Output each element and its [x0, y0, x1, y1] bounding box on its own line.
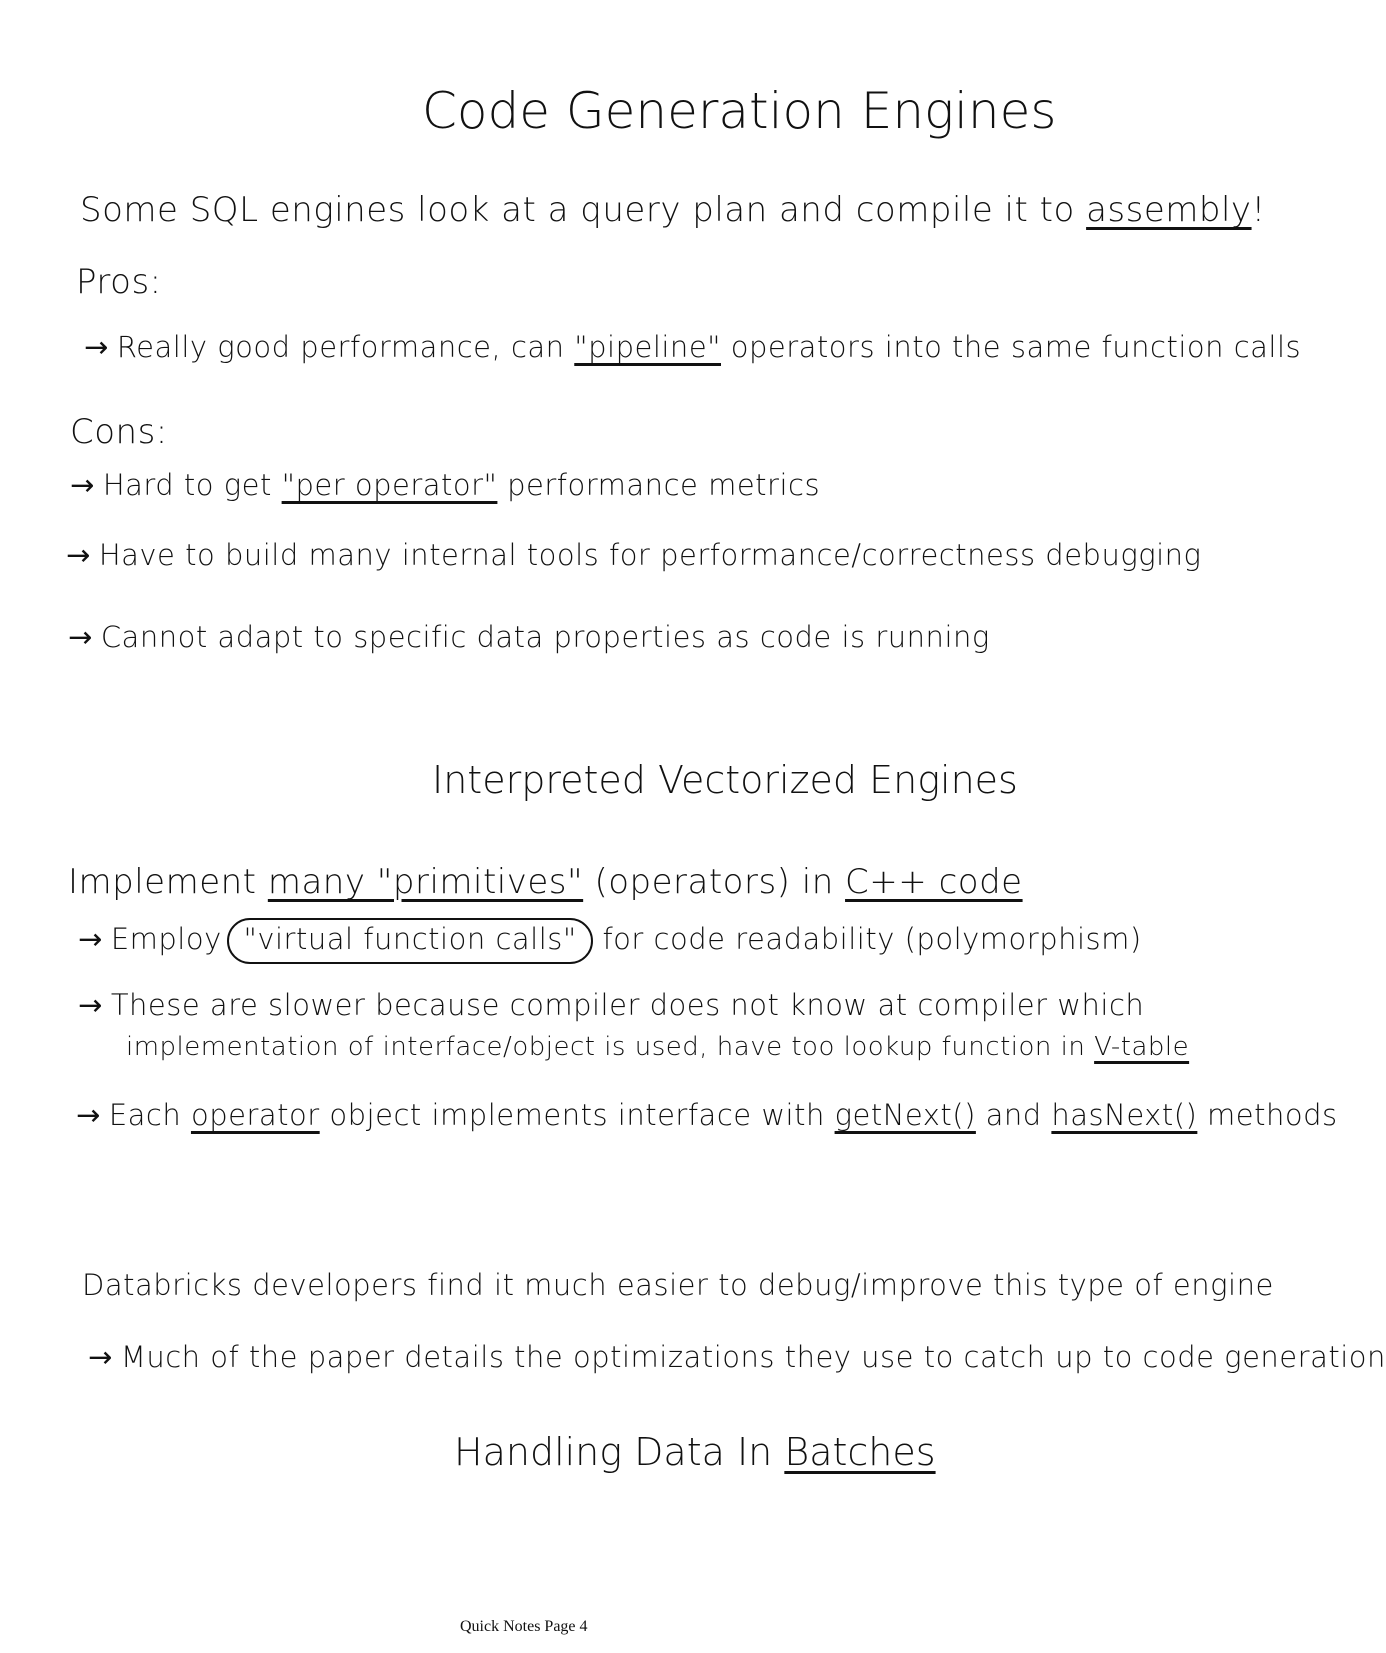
arrow-icon: →	[70, 468, 95, 502]
code-generation-intro	[80, 190, 1266, 230]
pros-item	[84, 330, 1301, 364]
cons-item	[70, 468, 820, 502]
arrow-icon: →	[76, 1098, 101, 1132]
arrow-icon: →	[78, 922, 103, 956]
cons-item	[66, 538, 1201, 572]
bullet-text: Employ	[110, 922, 232, 956]
arrow-icon: →	[88, 1340, 113, 1374]
page-number-label: Quick Notes Page 4	[460, 1618, 588, 1635]
bullet-text-end: methods	[1197, 1098, 1338, 1132]
vectorized-bullet	[78, 988, 1144, 1022]
databricks-note-text: Databricks developers find it much easier to debug/improve this type of engine	[82, 1268, 1274, 1302]
page-footer	[460, 1618, 588, 1636]
databricks-note-bullet-text: Much of the paper details the optimizations they use to catch up to code generation	[120, 1340, 1386, 1374]
getnext-underlined: getNext()	[834, 1098, 976, 1132]
section-title-text: Code Generation Engines	[422, 82, 1057, 140]
intro-text-middle: (operators) in	[583, 862, 846, 902]
batches-underlined: Batches	[784, 1430, 936, 1474]
section-title-text: Interpreted Vectorized Engines	[432, 758, 1018, 802]
pros-item-underlined: "pipeline"	[574, 330, 721, 364]
bullet-text-and: and	[975, 1098, 1052, 1132]
intro-text: Some SQL engines look at a query plan and compile it to	[80, 190, 1087, 230]
intro-underlined-primitives: many "primitives"	[267, 862, 584, 902]
cons-item-text: Cannot adapt to specific data properties as code is running	[100, 620, 990, 654]
circled-phrase: "virtual function calls"	[227, 918, 592, 964]
arrow-icon: →	[68, 620, 93, 654]
operator-underlined: operator	[190, 1098, 320, 1132]
cons-item-underlined: "per operator"	[281, 468, 498, 502]
intro-underlined-word: assembly	[1086, 190, 1252, 230]
bullet-text-end: for code readability (polymorphism)	[592, 922, 1142, 956]
bullet-text-line1: These are slower because compiler does not know at compiler which	[110, 988, 1145, 1022]
databricks-note-bullet	[88, 1340, 1386, 1374]
vectorized-bullet	[76, 1098, 1338, 1132]
bullet-text: Each	[108, 1098, 191, 1132]
section-title-code-generation	[422, 82, 1056, 140]
pros-label	[76, 262, 162, 302]
cons-label	[70, 412, 168, 452]
cons-item-text: Have to build many internal tools for performance/correctness debugging	[98, 538, 1202, 572]
intro-text: Implement	[68, 862, 268, 902]
bullet-text-line2: implementation of interface/object is used, have too lookup function in	[126, 1032, 1095, 1062]
arrow-icon: →	[78, 988, 103, 1022]
cons-item-text-end: performance metrics	[497, 468, 821, 502]
section-title-text: Handling Data In	[454, 1430, 785, 1474]
arrow-icon: →	[84, 330, 109, 364]
hasnext-underlined: hasNext()	[1051, 1098, 1198, 1132]
cons-item-text: Hard to get	[102, 468, 282, 502]
section-title-handling-data	[454, 1430, 936, 1474]
bullet-text-middle: object implements interface with	[319, 1098, 835, 1132]
pros-item-text-end: operators into the same function calls	[721, 330, 1302, 364]
cons-label-text: Cons:	[70, 412, 168, 452]
arrow-icon: →	[66, 538, 91, 572]
vectorized-bullet-continuation	[126, 1032, 1189, 1062]
vectorized-intro	[68, 862, 1023, 902]
cons-item	[68, 620, 990, 654]
vtable-underlined: V-table	[1094, 1032, 1190, 1062]
intro-underlined-cpp: C++ code	[845, 862, 1023, 902]
databricks-note	[82, 1268, 1274, 1302]
section-title-interpreted-vectorized	[432, 758, 1018, 802]
vectorized-bullet	[78, 922, 1142, 956]
pros-label-text: Pros:	[76, 262, 162, 302]
pros-item-text: Really good performance, can	[116, 330, 575, 364]
intro-punctuation: !	[1251, 190, 1266, 230]
